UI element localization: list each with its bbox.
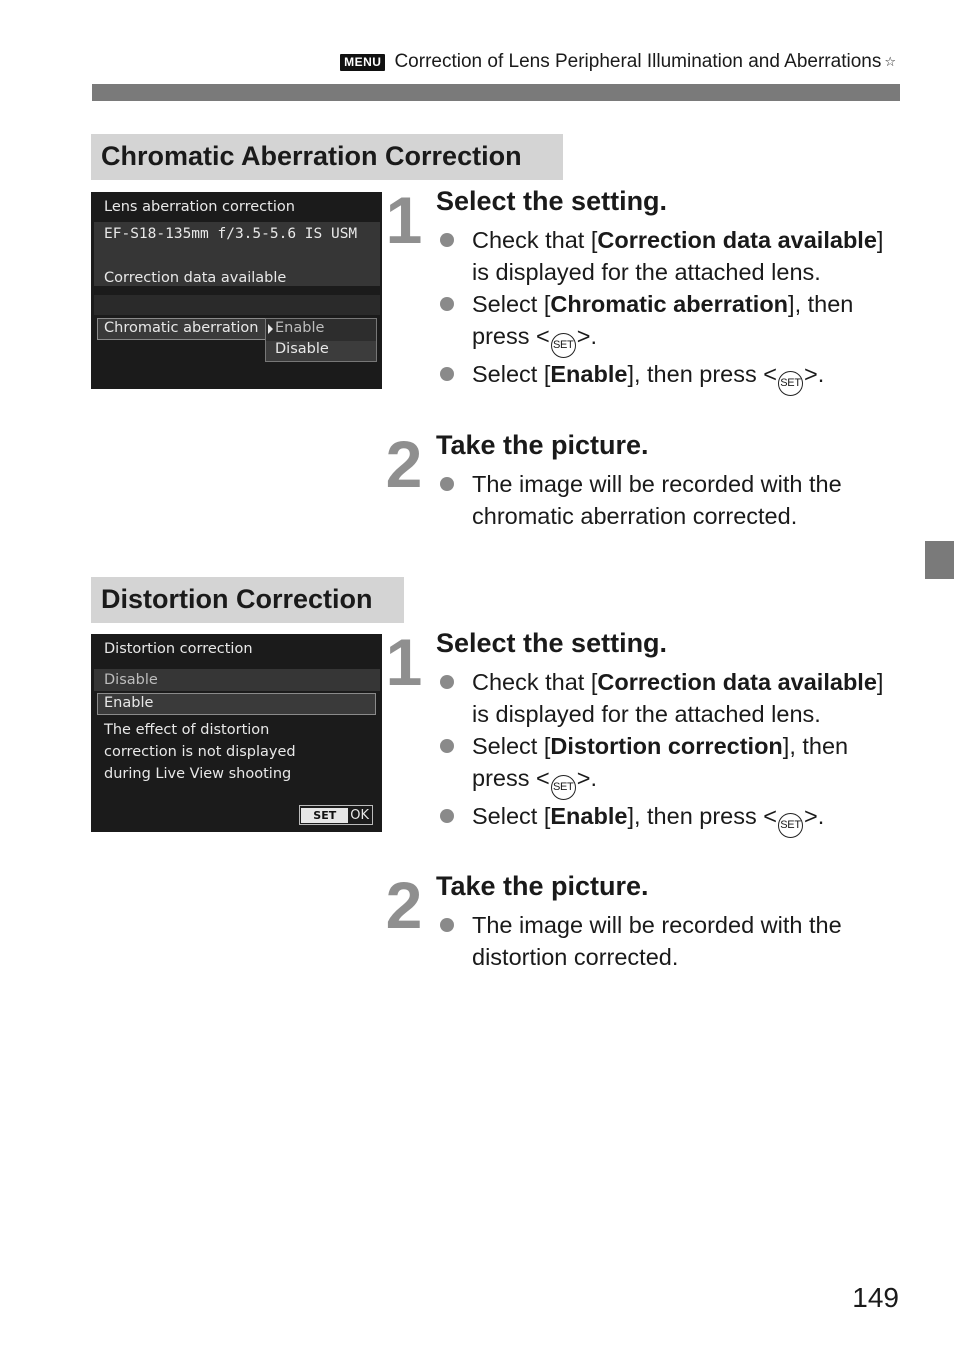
step-bullets xyxy=(436,666,906,838)
screen-title: Distortion correction xyxy=(104,641,253,657)
step-number: 1 xyxy=(385,183,423,257)
correction-status: Correction data available xyxy=(104,270,287,286)
set-label: SET xyxy=(301,808,348,823)
note-line: during Live View shooting xyxy=(104,766,292,782)
step-title: Take the picture. xyxy=(436,871,649,901)
set-button-icon: SET xyxy=(778,813,803,838)
bullet-icon xyxy=(440,367,454,381)
section-title-distortion: Distortion Correction xyxy=(91,577,404,623)
bullet-icon xyxy=(440,477,454,491)
bullet-icon xyxy=(440,297,454,311)
step-title: Take the picture. xyxy=(436,430,649,460)
step-number: 2 xyxy=(385,427,423,501)
page-number: 149 xyxy=(852,1282,899,1313)
option-dropdown[interactable] xyxy=(265,318,377,362)
option-disable[interactable]: Disable xyxy=(104,672,158,688)
set-button-icon: SET xyxy=(551,333,576,358)
running-header xyxy=(340,48,896,76)
note-line: correction is not displayed xyxy=(104,744,296,760)
option-disable[interactable]: Disable xyxy=(266,341,376,361)
step-bullets xyxy=(436,468,906,532)
set-button-icon: SET xyxy=(778,371,803,396)
bullet-icon xyxy=(440,739,454,753)
step-number: 2 xyxy=(385,868,423,942)
header-title: Correction of Lens Peripheral Illumination and Aberrations xyxy=(394,51,882,72)
section-title-chromatic: Chromatic Aberration Correction xyxy=(91,134,563,180)
set-ok-button[interactable] xyxy=(299,805,373,825)
bullet-icon xyxy=(440,233,454,247)
bullet-icon xyxy=(440,675,454,689)
bullet-icon xyxy=(440,918,454,932)
bullet-item: The image will be recorded with the distortion corrected. xyxy=(436,909,906,973)
step-number: 1 xyxy=(385,625,423,699)
bullet-icon xyxy=(440,809,454,823)
option-enable[interactable]: Enable xyxy=(266,320,376,340)
menu-icon: MENU xyxy=(340,54,385,71)
chapter-thumb-tab xyxy=(925,541,954,579)
selection-arrow-icon xyxy=(268,324,273,334)
ok-label: OK xyxy=(350,807,369,823)
star-icon: ☆ xyxy=(884,54,896,69)
header-rule xyxy=(92,84,900,101)
step-bullets xyxy=(436,909,906,973)
bullet-item: Select [Chromatic aberration], then press < SET >. xyxy=(436,288,906,358)
set-button-icon: SET xyxy=(551,775,576,800)
option-enable[interactable]: Enable xyxy=(104,695,154,711)
camera-screen-distortion xyxy=(91,634,382,832)
step-bullets xyxy=(436,224,906,396)
bullet-item: The image will be recorded with the chromatic aberration corrected. xyxy=(436,468,906,532)
screen-separator xyxy=(94,295,380,315)
step-title: Select the setting. xyxy=(436,186,668,216)
setting-chromatic-aberration[interactable]: Chromatic aberration xyxy=(104,320,259,336)
bullet-item: Select [Enable], then press < SET >. xyxy=(436,358,906,396)
bullet-item: Select [Distortion correction], then press < SET >. xyxy=(436,730,906,800)
note-line: The effect of distortion xyxy=(104,722,270,738)
step-title: Select the setting. xyxy=(436,628,668,658)
bullet-item: Check that [Correction data available] is displayed for the attached lens. xyxy=(436,666,906,730)
lens-name: EF-S18-135mm f/3.5-5.6 IS USM xyxy=(104,226,358,242)
bullet-item: Check that [Correction data available] is displayed for the attached lens. xyxy=(436,224,906,288)
screen-title: Lens aberration correction xyxy=(104,199,295,215)
bullet-item: Select [Enable], then press < SET >. xyxy=(436,800,906,838)
camera-screen-chromatic xyxy=(91,192,382,389)
